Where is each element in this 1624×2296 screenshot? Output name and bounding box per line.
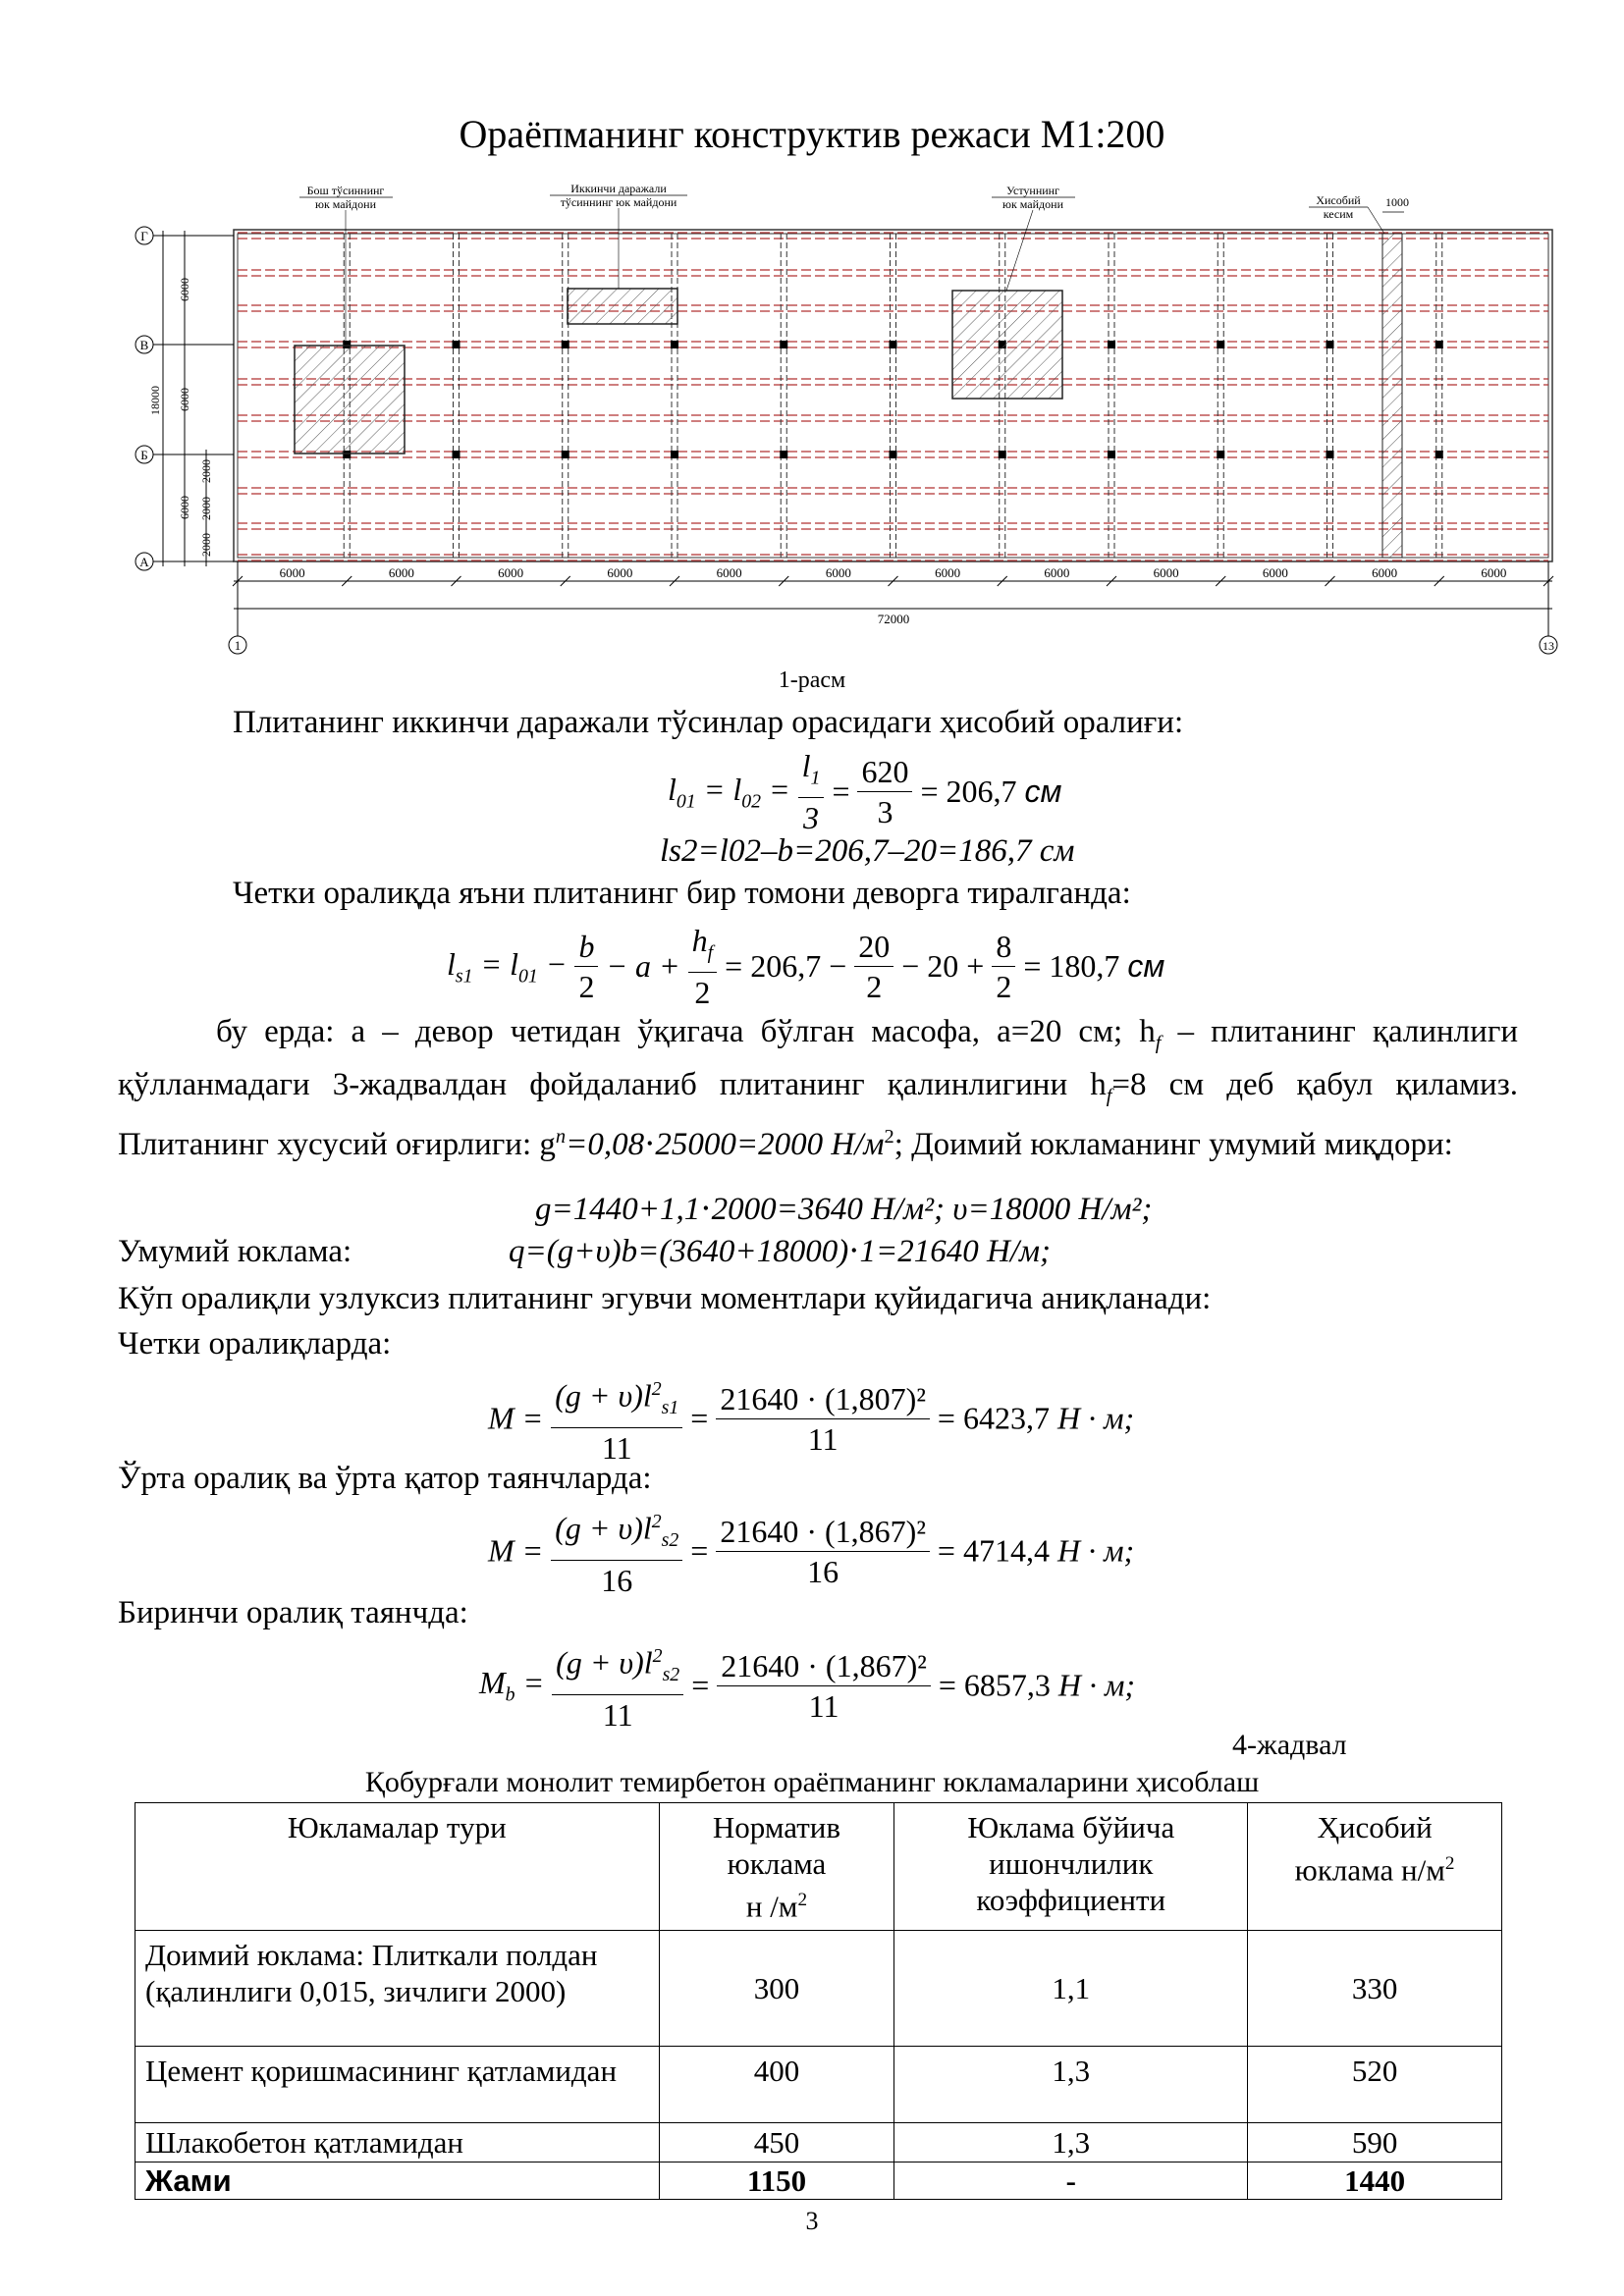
eq3-result: = 180,7 (1023, 948, 1120, 985)
header-normative: Норматив юклама н $/м^2$ (659, 1803, 894, 1931)
secondary-beam-load-area (568, 289, 677, 324)
equation-ls1: $l_{s1} = l_{01}$ − $\frac{b}{2}$ − a + $\frac{h_f}{2}$ = 206,7 − $\frac{20}{2}$ − 20 + $\frac{8}{2}$ = 180,7 см (447, 923, 1165, 1011)
table-row (135, 2123, 1502, 2163)
row2-calc: 520 (1248, 2047, 1502, 2123)
total-calc: 1440 (1248, 2163, 1502, 2200)
span-dimension: 6000 (388, 565, 414, 580)
span-dimension: 6000 (716, 565, 742, 580)
beam-load-area (295, 346, 405, 454)
equation-q: q=(g+υ)b=(3640+18000)⋅1=21640 Н/м; (509, 1234, 1052, 1269)
label-calc-section-1: Хисобий (1316, 193, 1361, 207)
dim-left-total: 18000 (148, 386, 162, 415)
label-second-beam-2: тўсиннинг юк майдони (560, 195, 677, 209)
axis-row-g: Г (140, 229, 148, 243)
table-header-row (135, 1803, 1502, 1931)
span-dimension: 6000 (1262, 565, 1288, 580)
row1-normative: 300 (659, 1931, 894, 2047)
axis-col-end: 13 (1543, 639, 1554, 653)
equation-moment-middle: M = $\frac{(g + \upsilon)l^2_{s2}}{16}$ = $\frac{\text{21640 · (1,867)²}}{16}$ = 4714,4 Н · м; (488, 1502, 1134, 1600)
label-column-2: юк майдони (1001, 197, 1064, 211)
dim-left-3: 6000 (178, 496, 191, 519)
dim-total: 72000 (877, 612, 910, 626)
row3-normative: 450 (659, 2123, 894, 2163)
span-dimension: 6000 (1481, 565, 1507, 580)
page-title: Ораёпманинг конструктив режаси М1:200 (459, 112, 1165, 156)
span-dimension: 6000 (1153, 565, 1179, 580)
span-dimension: 6000 (935, 565, 961, 580)
eq1-num: 620 (857, 752, 912, 792)
table-row (135, 2047, 1502, 2123)
label-free-beam-2: юк майдони (314, 197, 377, 211)
dim-left-2: 6000 (178, 388, 191, 411)
dim-left-7: 2000 (199, 533, 213, 557)
para-definitions: бу ерда: a – девор четидан ўқигача бўлган масофа, a=20 см; $h_f$ – плитанинг қалинлиги қўлланмадаги 3-жадвалдан фойдаланиб плитанинг қалинлигини $h_f=8$ см деб қабул қиламиз. Плитанинг хусусий оғирлиги: $g^n=0,08\cdot 25000=2000$ $Н/м^2$; Доимий юкламанинг умумий миқдори: (118, 1014, 1519, 1163)
label-free-beam-1: Бош тўсиннинг (306, 184, 385, 197)
row2-coef: 1,3 (894, 2047, 1248, 2123)
para-edge-span: Четки оралиқда яъни плитанинг бир томони деворга тиралганда: (233, 876, 1131, 911)
eq1-den: 3 (877, 794, 893, 830)
para-moments: Кўп оралиқли узлуксиз плитанинг эгувчи моментлари қуйидагича аниқланади: (118, 1281, 1212, 1316)
label-column-1: Устуннинг (1005, 184, 1060, 197)
label-calc-width: 1000 (1385, 195, 1409, 209)
row1-coef: 1,1 (894, 1931, 1248, 2047)
equation-moment-support: $M_b$ = $\frac{(g + \upsilon)l^2_{s2}}{11}$ = $\frac{\text{21640 · (1,867)²}}{11}$ = 6857,3 Н · м; (479, 1636, 1135, 1735)
span-dimension: 6000 (1044, 565, 1070, 580)
span-dimension: 6000 (1372, 565, 1398, 580)
table-title: Қобурғали монолит темирбетон ораёпманинг юкламаларини ҳисоблаш (364, 1766, 1260, 1798)
dim-left-1: 6000 (178, 278, 191, 301)
header-coefficient: Юклама бўйича ишончлилик коэффициенти (894, 1803, 1248, 1931)
row1-calc: 330 (1248, 1931, 1502, 2047)
table-row (135, 1931, 1502, 2047)
axis-row-v: В (139, 338, 149, 352)
span-dimension: 6000 (607, 565, 633, 580)
header-load-type: Юкламалар тури (135, 1803, 660, 1931)
eq3-unit: см (1127, 948, 1165, 985)
para-edge-spans: Четки оралиқларда: (118, 1326, 392, 1362)
total-label: Жами (135, 2163, 660, 2200)
table-number: 4-жадвал (1232, 1729, 1347, 1761)
para-span-calc: Плитанинг иккинчи даражали тўсинлар орасидаги ҳисобий оралиғи: (233, 705, 1184, 740)
axis-row-a: А (139, 555, 149, 569)
dim-left-5: 2000 (199, 459, 213, 483)
total-normative: 1150 (659, 2163, 894, 2200)
figure-caption: 1-расм (778, 667, 846, 693)
row2-type: Цемент қоришмасининг қатламидан (135, 2047, 660, 2123)
load-table (135, 1802, 1502, 2200)
row3-type: Шлакобетон қатламидан (135, 2123, 660, 2163)
structural-plan-drawing (118, 177, 1571, 667)
span-dimension: 6000 (825, 565, 851, 580)
span-dimension: 6000 (498, 565, 524, 580)
header-calculated: Ҳисобий юклама $н/м^2$ (1248, 1803, 1502, 1931)
axis-col-start: 1 (234, 638, 242, 653)
eq1-result: = 206,7 (920, 774, 1017, 810)
eq1-unit: см (1024, 774, 1062, 810)
label-calc-section-2: кесим (1323, 207, 1354, 221)
row1-type: Доимий юклама: Плиткали полдан (қалинлиги 0,015, зичлиги 2000) (135, 1931, 660, 2047)
para-middle-spans: Ўрта оралиқ ва ўрта қатор таянчларда: (118, 1461, 652, 1496)
axis-row-b: Б (140, 448, 148, 462)
label-second-beam-1: Иккинчи даражали (570, 182, 667, 195)
row3-coef: 1,3 (894, 2123, 1248, 2163)
span-dimension: 6000 (279, 565, 305, 580)
row3-calc: 590 (1248, 2123, 1502, 2163)
page-number: 3 (805, 2207, 819, 2235)
equation-moment-edge: M = $\frac{(g + \upsilon)l^2_{s1}}{11}$ = $\frac{\text{21640 · (1,807)²}}{11}$ = 6423,7 Н · м; (488, 1369, 1134, 1468)
equation-ls2: ls2=l02–b=206,7–20=186,7 см (660, 833, 1075, 869)
equation-l01: $l_{01} = l_{02}$ = $\frac{l_1}{3}$ = $\frac{620}{3}$ = 206,7 см (668, 748, 1062, 836)
para-first-support: Биринчи оралиқ таянчда: (118, 1595, 468, 1630)
equation-g: g=1440+1,1⋅2000=3640 Н/м²; υ=18000 Н/м²; (535, 1192, 1153, 1227)
row2-normative: 400 (659, 2047, 894, 2123)
table-total-row (135, 2163, 1502, 2200)
dim-left-6: 2000 (199, 497, 213, 520)
calc-section-strip (1382, 234, 1402, 558)
total-coef: - (894, 2163, 1248, 2200)
total-load-label: Умумий юклама: (118, 1234, 352, 1269)
column-load-area (952, 291, 1062, 399)
